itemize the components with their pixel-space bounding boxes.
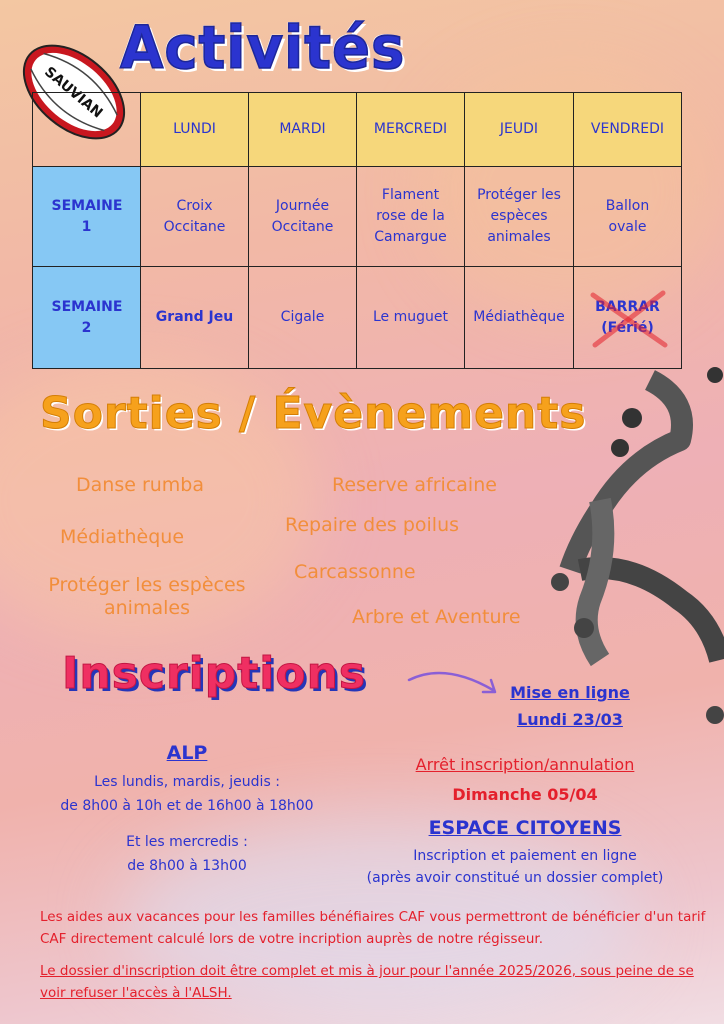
alp-heading: ALP — [166, 742, 208, 764]
espace-citoyens-heading: ESPACE CITOYENS — [428, 817, 622, 839]
sortie-item: Carcassonne — [294, 561, 416, 583]
sortie-item: Protéger les espèces animales — [48, 574, 246, 619]
sortie-item: Reserve africaine — [332, 474, 497, 496]
table-corner — [33, 93, 141, 167]
sortie-item: Danse rumba — [76, 474, 205, 496]
sortie-item: Médiathèque — [60, 526, 185, 548]
schedule-table — [32, 92, 682, 369]
alp-line: Les lundis, mardis, jeudis : — [94, 774, 280, 790]
mise-en-ligne-label: Mise en ligne — [510, 683, 630, 702]
espace-line: Inscription et paiement en ligne — [413, 848, 637, 864]
ball-text: SAUVIAN — [41, 63, 106, 122]
activity-text: Ballon ovale — [605, 197, 650, 235]
cancelled-activity — [593, 297, 663, 339]
activity-cell: Le muguet — [357, 267, 465, 369]
activity-cell — [357, 167, 465, 267]
day-header: MERCREDI — [357, 93, 465, 167]
activity-cell-cancelled — [574, 267, 682, 369]
activity-cell: Médiathèque — [465, 267, 574, 369]
caf-info: Les aides aux vacances pour les familles bénéfiaires CAF vous permettront de bénéficier d'un tarif CAF directement calculé lors de votre incription auprès de notre régisseur. — [40, 909, 706, 947]
arret-date: Dimanche 05/04 — [452, 785, 598, 804]
alp-line: de 8h00 à 13h00 — [127, 858, 247, 874]
week-label-text: SEMAINE 2 — [51, 298, 123, 336]
day-header: MARDI — [249, 93, 357, 167]
sortie-item: Arbre et Aventure — [352, 606, 521, 628]
inscriptions-title: Inscriptions — [62, 648, 367, 699]
activity-cell: Grand Jeu — [141, 267, 249, 369]
activity-cell — [249, 167, 357, 267]
sortie-item: Repaire des poilus — [285, 514, 460, 536]
activity-text: Journée Occitane — [271, 197, 334, 235]
week-label — [33, 167, 141, 267]
activity-text: Protéger les espèces animales — [477, 187, 561, 245]
mise-en-ligne-date: Lundi 23/03 — [517, 710, 623, 729]
activity-text: Croix Occitane — [163, 197, 226, 235]
alp-line: de 8h00 à 10h et de 16h00 à 18h00 — [60, 798, 314, 814]
day-header: VENDREDI — [574, 93, 682, 167]
day-header: LUNDI — [141, 93, 249, 167]
dossier-info: Le dossier d'inscription doit être complet et mis à jour pour l'année 2025/2026, sous peine de se voir refuser l'accès à l'ALSH. — [40, 963, 694, 1001]
activity-cell — [465, 167, 574, 267]
activity-cell: Cigale — [249, 267, 357, 369]
activity-cell — [574, 167, 682, 267]
day-header: JEUDI — [465, 93, 574, 167]
cross-out-icon — [587, 289, 671, 349]
sorties-title: Sorties / Évènements — [40, 388, 587, 439]
week-label-text: SEMAINE 1 — [51, 197, 123, 235]
page-title: Activités — [120, 14, 406, 83]
activity-cell — [141, 167, 249, 267]
arret-heading: Arrêt inscription/annulation — [415, 755, 635, 774]
cancelled-activity-text: BARRAR (Férié) — [595, 298, 660, 336]
week-label — [33, 267, 141, 369]
espace-line: (après avoir constitué un dossier complet) — [366, 870, 664, 886]
alp-line: Et les mercredis : — [126, 834, 248, 850]
activity-text: Flament rose de la Camargue — [374, 187, 447, 245]
